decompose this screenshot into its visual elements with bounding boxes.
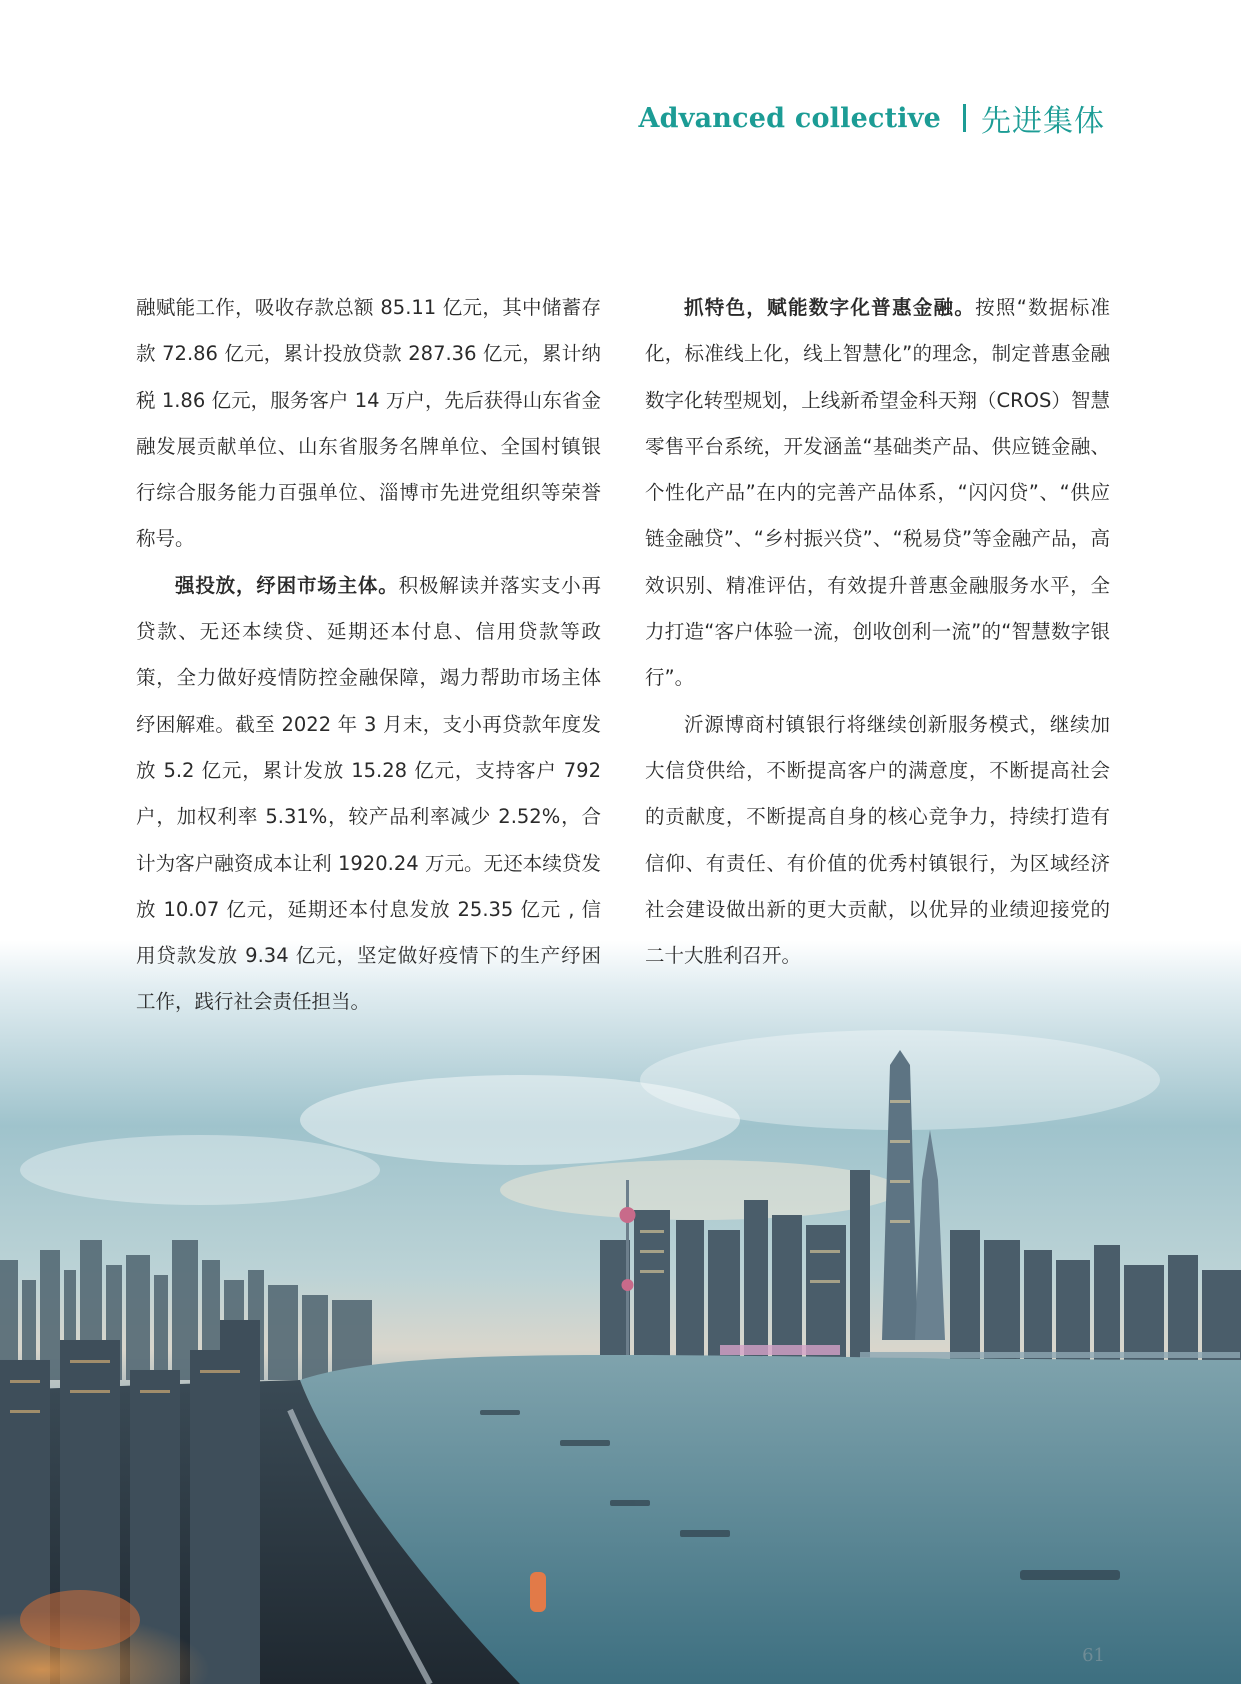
right-column <box>645 285 1110 979</box>
paragraph: 融赋能工作，吸收存款总额 85.11 亿元，其中储蓄存款 72.86 亿元，累计投放贷款 287.36 亿元，累计纳税 1.86 亿元，服务客户 14 万户，先后获得山东省金融发展贡献单位、山东省服务名牌单位、全国村镇银行综合服务能力百强单位、淄博市先进党组织等荣誉称号。 <box>136 296 601 551</box>
title-divider <box>963 104 966 132</box>
paragraph-lead: 抓特色，赋能数字化普惠金融。 <box>684 296 976 319</box>
left-column <box>136 285 601 1026</box>
paragraph-lead: 强投放，纾困市场主体。 <box>175 573 399 597</box>
section-header <box>638 96 1105 140</box>
page-number: 61 <box>1082 1645 1105 1666</box>
section-title-en: Advanced collective <box>638 102 941 134</box>
paragraph <box>645 285 1110 702</box>
paragraph-body: 按照“数据标准化，标准线上化，线上智慧化”的理念，制定普惠金融数字化转型规划，上线新希望金科天翔（CROS）智慧零售平台系统，开发涵盖“基础类产品、供应链金融、个性化产品”在内的完善产品体系，“闪闪贷”、“供应链金融贷”、“乡村振兴贷”、“税易贷”等金融产品，高效识别、精准评估，有效提升普惠金融服务水平，全力打造“客户体验一流，创收创利一流”的“智慧数字银行”。 <box>645 296 1110 690</box>
city-skyline-image <box>0 940 1241 1684</box>
paragraph: 沂源博商村镇银行将继续创新服务模式，继续加大信贷供给，不断提高客户的满意度，不断提高社会的贡献度，不断提高自身的核心竞争力，持续打造有信仰、有责任、有价值的优秀村镇银行，为区域经济社会建设做出新的更大贡献，以优异的业绩迎接党的二十大胜利召开。 <box>645 712 1110 968</box>
paragraph-body: 积极解读并落实支小再贷款、无还本续贷、延期还本付息、信用贷款等政策，全力做好疫情防控金融保障，竭力帮助市场主体纾困解难。截至 2022 年 3 月末，支小再贷款年度发放 5.2 亿元，累计发放 15.28 亿元，支持客户 792 户，加权利率 5.31%，较产品利率减少 2.52%，合计为客户融资成本让利 1920.24 万元。无还本续贷发放 10.07 亿元，延期还本付息发放 25.35 亿元 , 信用贷款发放 9.34 亿元，坚定做好疫情下的生产纾困工作，践行社会责任担当。 <box>136 573 601 1014</box>
paragraph <box>136 563 601 1026</box>
section-title-cn: 先进集体 <box>981 104 1105 139</box>
